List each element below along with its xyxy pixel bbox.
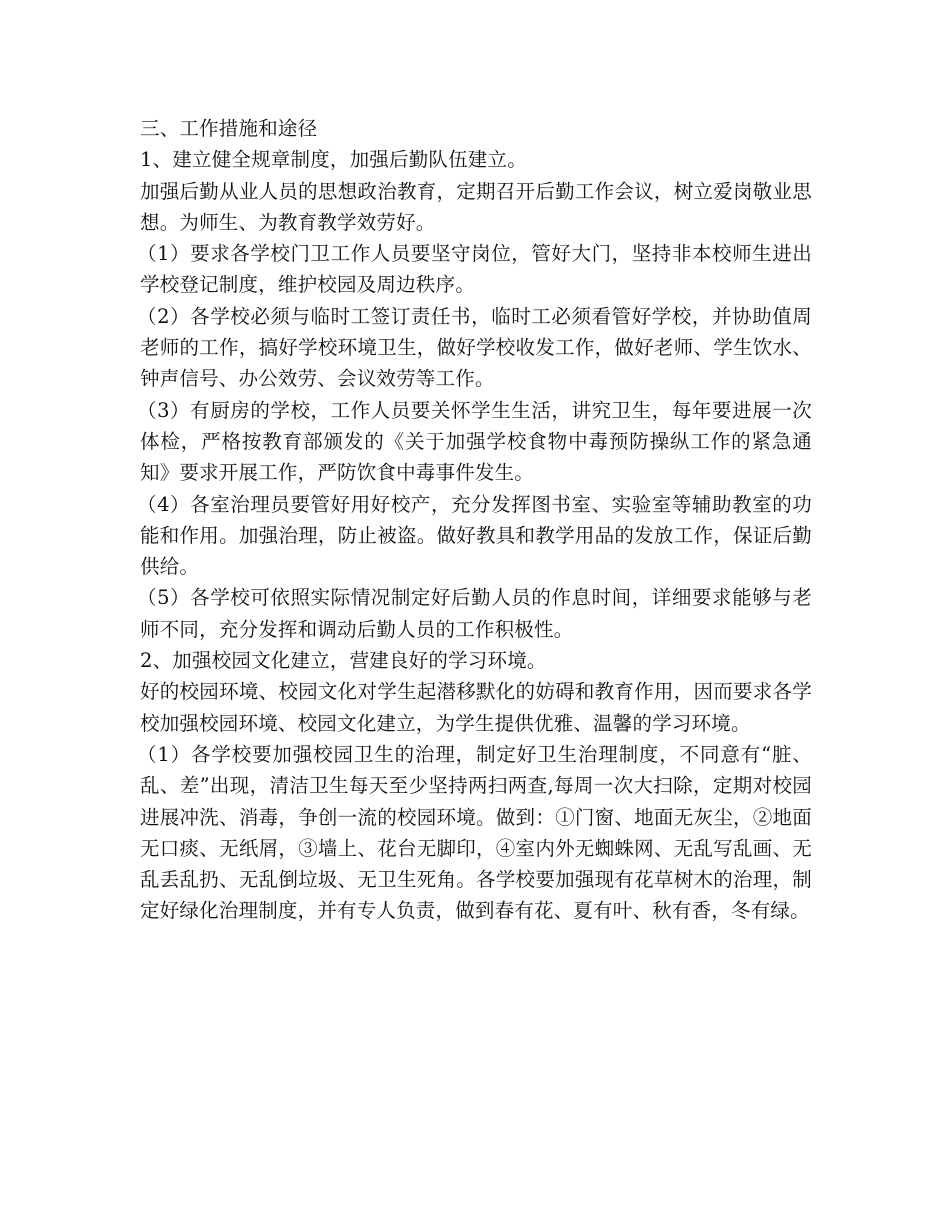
section-heading: 三、工作措施和途径 (140, 117, 318, 140)
body-paragraph: 加强后勤从业人员的思想政治教育，定期召开后勤工作会议，树立爱岗敬业思想。为师生、为教育教学效劳好。 (140, 179, 812, 234)
list-item-5: （5）各学校可依照实际情况制定好后勤人员的作息时间，详细要求能够与老师不同，充分发挥和调动后勤人员的工作积极性。 (137, 586, 812, 641)
list-item-2: （2）各学校必须与临时工签订责任书，临时工必须看管好学校，并协助值周老师的工作，搞好学校环境卫生，做好学校收发工作，做好老师、学生饮水、钟声信号、办公效劳、会议效劳等工作。 (137, 304, 812, 391)
subsection-heading-2: 2、加强校园文化建立，营建良好的学习环境。 (140, 649, 547, 673)
list-item-1: （1）要求各学校门卫工作人员要坚守岗位，管好大门，坚持非本校师生进出学校登记制度，维护校园及周边秩序。 (137, 242, 812, 297)
list-item-1: （1）各学校要加强校园卫生的治理，制定好卫生治理制度，不同意有“脏、乱、差”出现，清洁卫生每天至少坚持两扫两查,每周一次大扫除，定期对校园进展冲洗、消毒，争创一流的校园环境。做到：①门窗、地面无灰尘，②地面无口痰、无纸屑，③墙上、花台无脚印，④室内外无蜘蛛网、无乱写乱画、无乱丢乱扔、无乱倒垃圾、无卫生死角。各学校要加强现有花草树木的治理，制定好绿化治理制度，并有专人负责，做到春有花、夏有叶、秋有香，冬有绿。 (137, 742, 812, 923)
list-item-4: （4）各室治理员要管好用好校产，充分发挥图书室、实验室等辅助教室的功能和作用。加强治理，防止被盗。做好教具和教学用品的发放工作，保证后勤供给。 (137, 492, 812, 579)
body-paragraph: 好的校园环境、校园文化对学生起潜移默化的妨碍和教育作用，因而要求各学校加强校园环境、校园文化建立，为学生提供优雅、温馨的学习环境。 (140, 680, 812, 735)
document-body (137, 113, 812, 927)
list-item-3: （3）有厨房的学校，工作人员要关怀学生生活，讲究卫生，每年要进展一次体检，严格按教育部颁发的《关于加强学校食物中毒预防操纵工作的紧急通知》要求开展工作，严防饮食中毒事件发生。 (137, 398, 812, 485)
subsection-heading-1: 1、建立健全规章制度，加强后勤队伍建立。 (140, 148, 527, 172)
